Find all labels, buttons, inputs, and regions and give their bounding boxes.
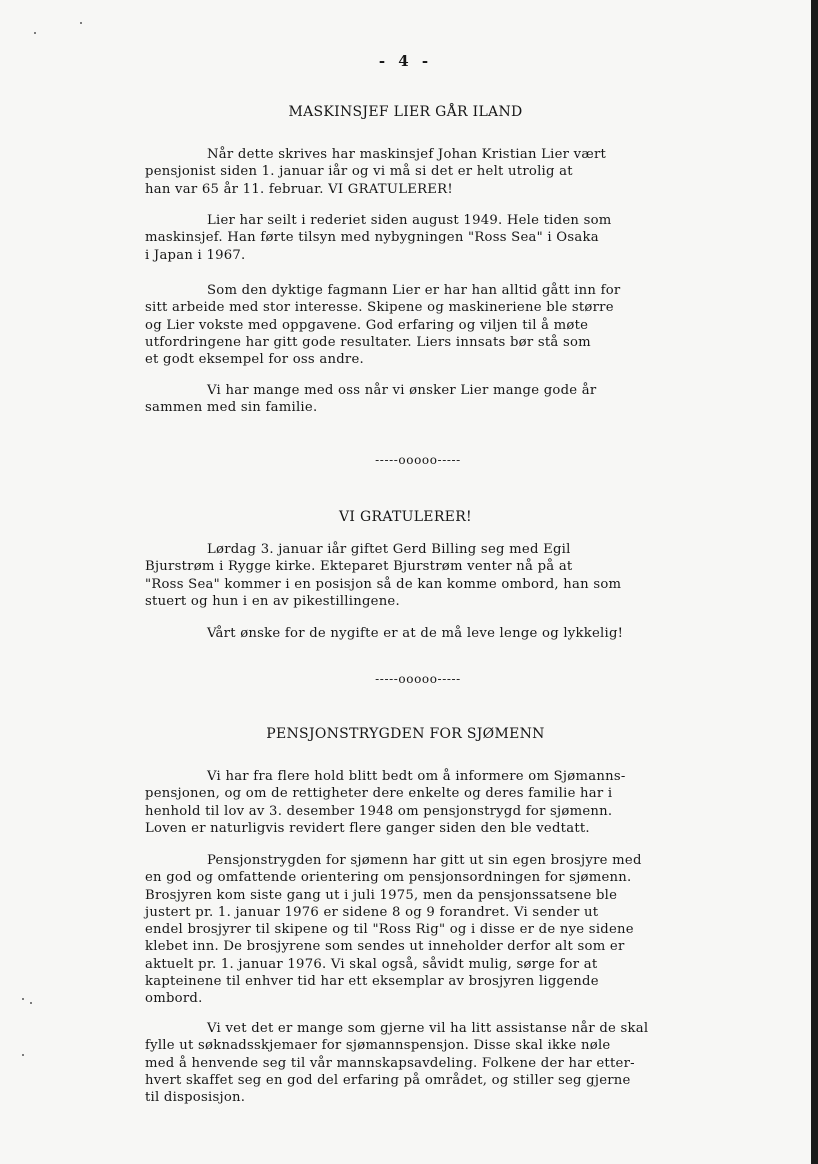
text-line: han var 65 år 11. februar. VI GRATULERER! bbox=[145, 181, 453, 197]
section-heading-pensjonstrygden: PENSJONSTRYGDEN FOR SJØMENN bbox=[266, 726, 545, 742]
page-edge-shadow bbox=[811, 0, 818, 1164]
text-line: Brosjyren kom siste gang ut i juli 1975, men da pensjonssatsene ble bbox=[145, 887, 618, 903]
text-line: henhold til lov av 3. desember 1948 om pensjonstrygd for sjømenn. bbox=[145, 803, 613, 819]
text-line: Vi har fra flere hold blitt bedt om å informere om Sjømanns- bbox=[207, 769, 626, 784]
text-line: med å henvende seg til vår mannskapsavdeling. Folkene der har etter- bbox=[145, 1055, 635, 1071]
paragraph bbox=[145, 541, 735, 610]
text-line: aktuelt pr. 1. januar 1976. Vi skal også, såvidt mulig, sørge for at bbox=[145, 956, 598, 972]
scan-speck bbox=[80, 22, 82, 24]
text-line: klebet inn. De brosjyrene som sendes ut inneholder derfor alt som er bbox=[145, 939, 625, 955]
section-separator: -----ooooo----- bbox=[375, 672, 461, 686]
text-line: Som den dyktige fagmann Lier er har han alltid gått inn for bbox=[207, 283, 621, 298]
paragraph bbox=[145, 1020, 735, 1106]
text-line: Når dette skrives har maskinsjef Johan Kristian Lier vært bbox=[207, 147, 607, 162]
text-line: kapteinene til enhver tid har ett eksemplar av brosjyren liggende bbox=[145, 974, 599, 990]
text-line: hvert skaffet seg en god del erfaring på området, og stiller seg gjerne bbox=[145, 1072, 631, 1088]
text-line: stuert og hun i en av pikestillingene. bbox=[145, 593, 400, 609]
text-line: endel brosjyrer til skipene og til "Ross Rig" og i disse er de nye sidene bbox=[145, 922, 634, 938]
paragraph bbox=[145, 768, 735, 837]
text-line: pensjonist siden 1. januar iår og vi må si det er helt utrolig at bbox=[145, 164, 573, 180]
text-line: og Lier vokste med oppgavene. God erfaring og viljen til å møte bbox=[145, 317, 589, 333]
section-heading-vi-gratulerer: VI GRATULERER! bbox=[339, 509, 472, 525]
text-line: Vi har mange med oss når vi ønsker Lier mange gode år bbox=[207, 383, 597, 398]
text-line: en god og omfattende orientering om pensjonsordningen for sjømenn. bbox=[145, 870, 632, 886]
paragraph bbox=[145, 212, 735, 264]
text-line: utfordringene har gitt gode resultater. Liers innsats bør stå som bbox=[145, 334, 591, 350]
text-line: Loven er naturligvis revidert flere ganger siden den ble vedtatt. bbox=[145, 820, 590, 836]
text-line: justert pr. 1. januar 1976 er sidene 8 og 9 forandret. Vi sender ut bbox=[145, 904, 599, 920]
paragraph bbox=[145, 625, 735, 642]
text-line: ombord. bbox=[145, 991, 203, 1007]
text-line: Vi vet det er mange som gjerne vil ha litt assistanse når de skal bbox=[207, 1021, 649, 1036]
paragraph bbox=[145, 282, 735, 368]
text-line: "Ross Sea" kommer i en posisjon så de kan komme ombord, han som bbox=[145, 576, 622, 592]
section-separator: -----ooooo----- bbox=[375, 453, 461, 467]
text-line: fylle ut søknadsskjemaer for sjømannspensjon. Disse skal ikke nøle bbox=[145, 1038, 611, 1054]
text-line: pensjonen, og om de rettigheter dere enkelte og deres familie har i bbox=[145, 786, 613, 802]
section-heading-maskinsjef-lier: MASKINSJEF LIER GÅR ILAND bbox=[288, 104, 523, 120]
scan-speck bbox=[30, 1002, 32, 1004]
text-line: et godt eksempel for oss andre. bbox=[145, 352, 364, 368]
paragraph bbox=[145, 146, 735, 198]
text-line: Bjurstrøm i Rygge kirke. Ekteparet Bjurstrøm venter nå på at bbox=[145, 559, 573, 575]
text-line: maskinsjef. Han førte tilsyn med nybygningen "Ross Sea" i Osaka bbox=[145, 230, 599, 246]
text-line: Lier har seilt i rederiet siden august 1949. Hele tiden som bbox=[207, 213, 612, 228]
scan-speck bbox=[34, 32, 36, 34]
text-line: Vårt ønske for de nygifte er at de må leve lenge og lykkelig! bbox=[207, 626, 624, 641]
text-line: Lørdag 3. januar iår giftet Gerd Billing seg med Egil bbox=[207, 542, 571, 557]
scan-speck bbox=[22, 1054, 24, 1056]
text-line: Pensjonstrygden for sjømenn har gitt ut sin egen brosjyre med bbox=[207, 853, 642, 868]
text-line: i Japan i 1967. bbox=[145, 247, 246, 263]
page-number: - 4 - bbox=[378, 52, 433, 70]
text-line: sitt arbeide med stor interesse. Skipene og maskineriene ble større bbox=[145, 300, 614, 316]
paragraph bbox=[145, 852, 735, 1008]
text-line: sammen med sin familie. bbox=[145, 400, 318, 416]
text-line: til disposisjon. bbox=[145, 1090, 246, 1106]
paragraph bbox=[145, 382, 735, 417]
scan-speck bbox=[22, 998, 24, 1000]
